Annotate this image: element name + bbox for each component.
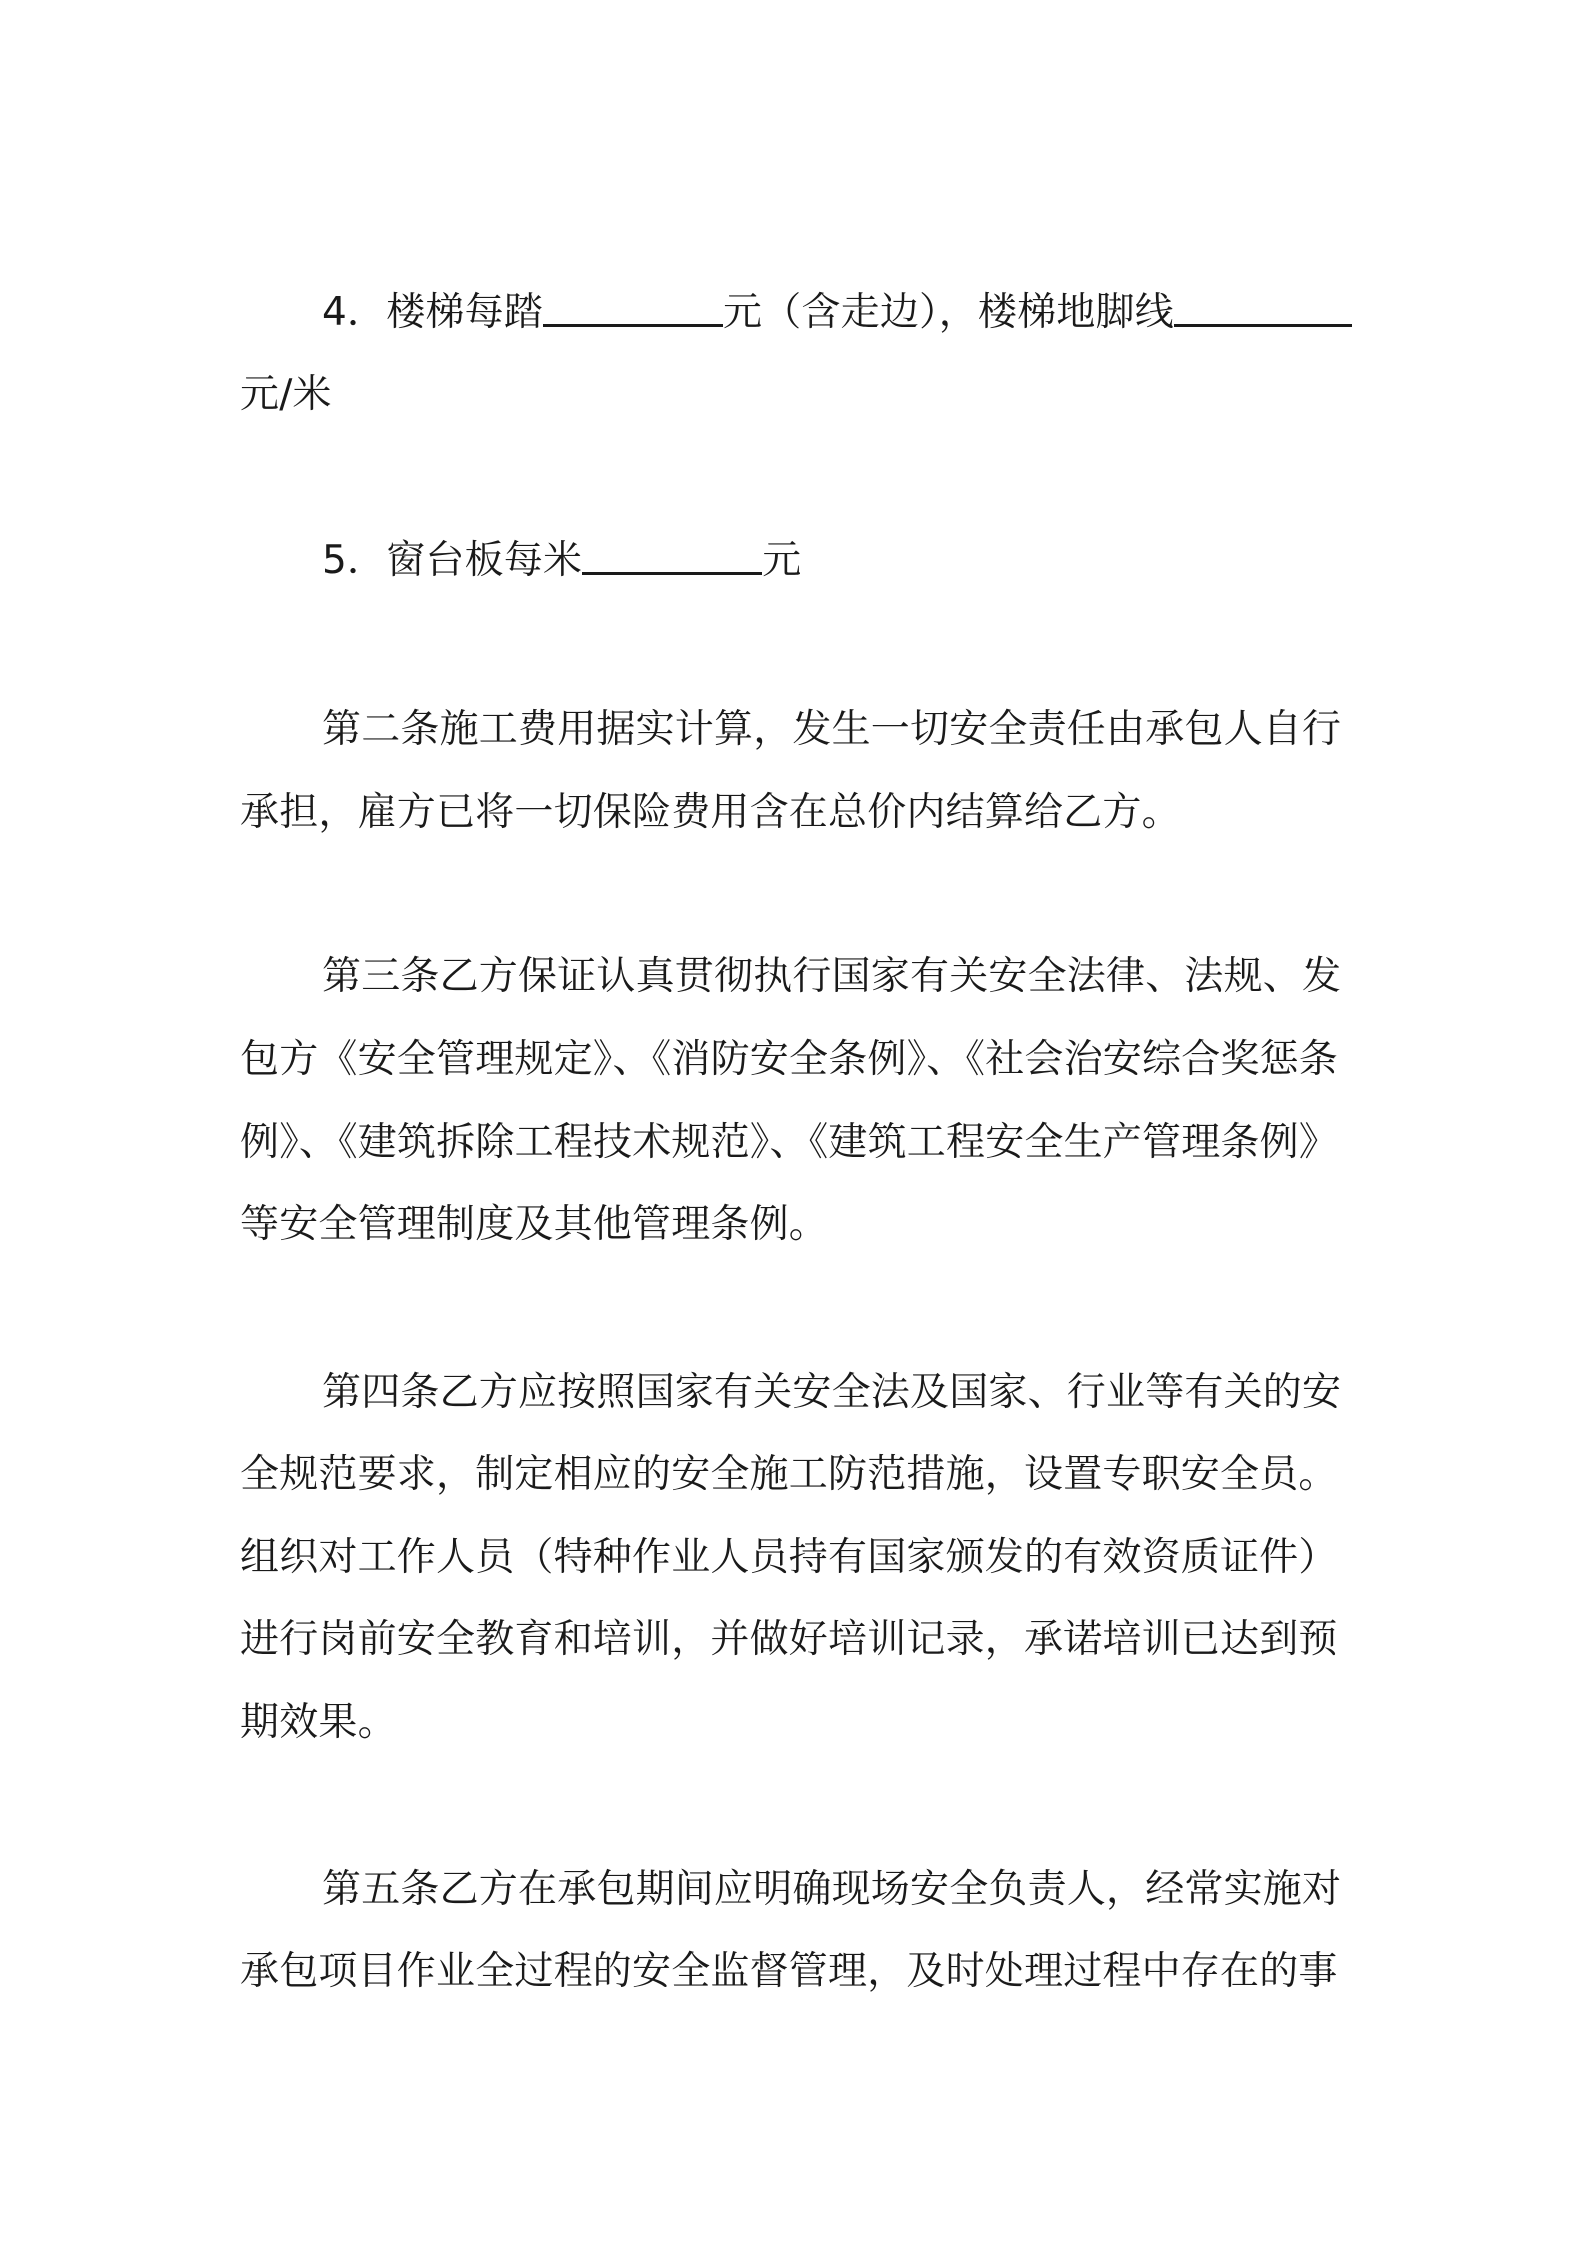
item-4-mid: 元（含走边），楼梯地脚线	[723, 290, 1174, 335]
article-4-line-1: 第四条乙方应按照国家有关安全法及国家、行业等有关的安	[322, 1370, 1342, 1415]
item-5-tail: 元	[762, 538, 802, 583]
article-4-line-4: 进行岗前安全教育和培训，并做好培训记录，承诺培训已达到预	[240, 1617, 1338, 1662]
item-4-lead: 4．楼梯每踏	[322, 290, 544, 335]
article-3-line-2: 包方《安全管理规定》、《消防安全条例》、《社会治安综合奖惩条	[240, 1037, 1339, 1082]
stair-step-price-blank	[543, 290, 723, 327]
article-2-line-2: 承担，雇方已将一切保险费用含在总价内结算给乙方。	[240, 790, 1181, 835]
item-4-tail: 元/米	[240, 372, 332, 417]
item-5-lead: 5．窗台板每米	[322, 538, 583, 583]
article-2-line-1: 第二条施工费用据实计算，发生一切安全责任由承包人自行	[322, 707, 1342, 752]
stair-baseboard-price-blank	[1174, 290, 1352, 327]
item-5-line	[322, 536, 1362, 586]
item-4-line-1	[322, 288, 1362, 338]
item-4-line-2	[240, 370, 1360, 420]
article-5-line-2: 承包项目作业全过程的安全监督管理，及时处理过程中存在的事	[240, 1949, 1338, 1994]
article-3-line-3: 例》、《建筑拆除工程技术规范》、《建筑工程安全生产管理条例》	[240, 1120, 1339, 1165]
window-sill-price-blank	[582, 538, 762, 575]
article-3-line-4: 等安全管理制度及其他管理条例。	[240, 1202, 829, 1247]
article-4-line-2: 全规范要求，制定相应的安全施工防范措施，设置专职安全员。	[240, 1452, 1338, 1497]
article-3-line-1: 第三条乙方保证认真贯彻执行国家有关安全法律、法规、发	[322, 954, 1342, 999]
article-4-line-3: 组织对工作人员（特种作业人员持有国家颁发的有效资质证件）	[240, 1535, 1338, 1580]
article-4-line-5: 期效果。	[240, 1700, 397, 1745]
article-5-line-1: 第五条乙方在承包期间应明确现场安全负责人，经常实施对	[322, 1867, 1342, 1912]
